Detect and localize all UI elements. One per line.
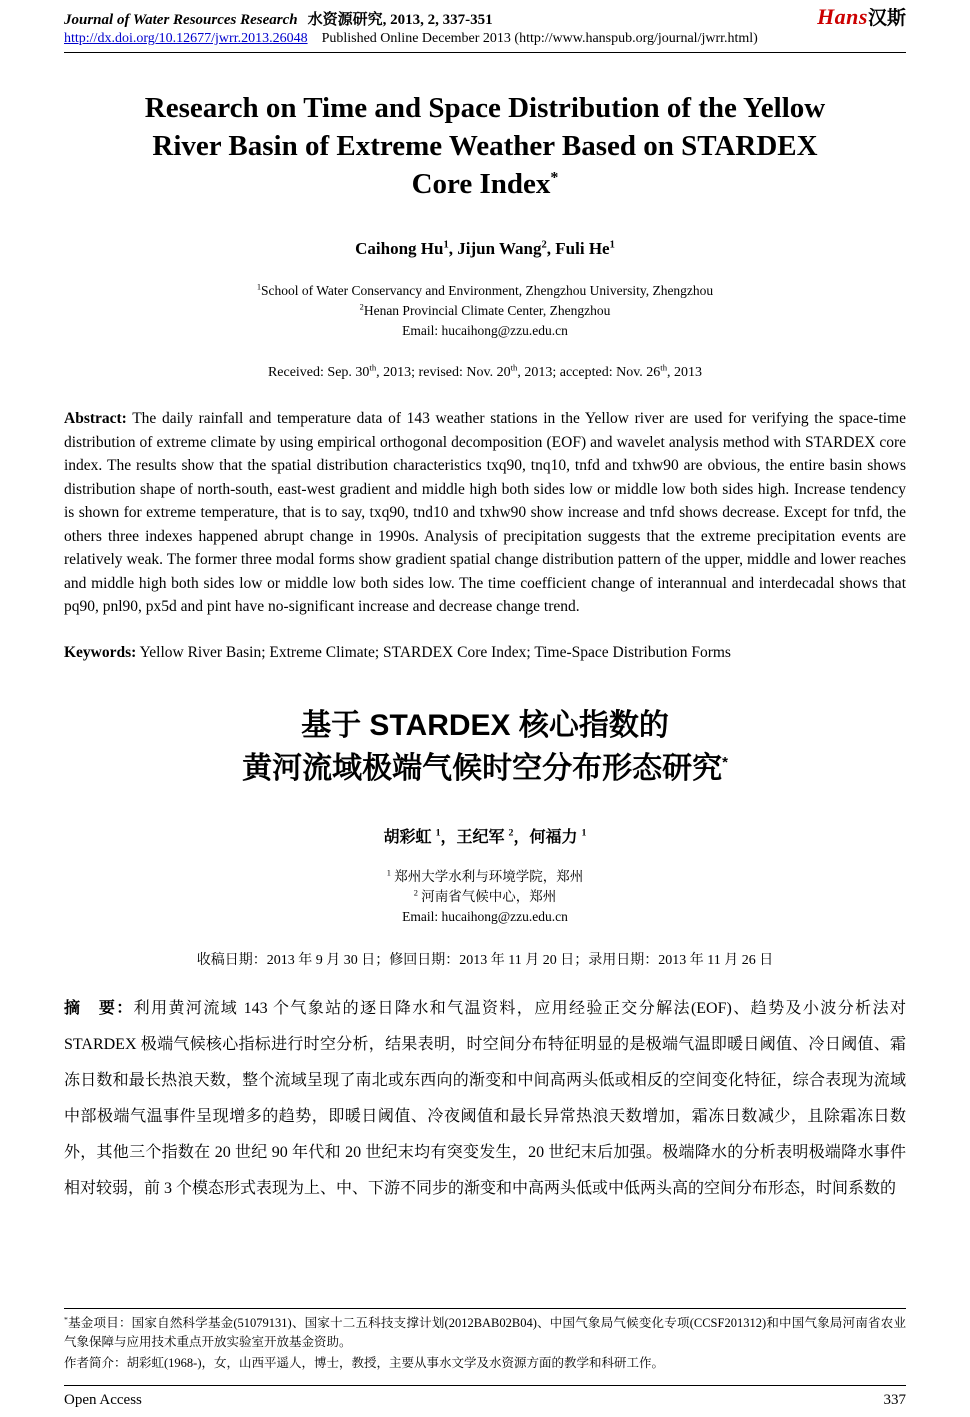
hans-logo	[817, 6, 906, 28]
affiliation-zh-2: $^2$ 河南省气候中心，郑州	[413, 888, 557, 904]
page-number: 337	[883, 1392, 906, 1408]
open-access-label: Open Access	[64, 1392, 142, 1408]
affiliations-zh	[64, 867, 906, 927]
paper-title-en-line3: Core Index*	[411, 168, 559, 200]
author-bio-note: 作者简介：胡彩虹(1968-)，女，山西平遥人，博士，教授，主要从事水文学及水资源方面的教学和科研工作。	[64, 1356, 664, 1370]
abstract-zh: 摘 要：利用黄河流域 143 个气象站的逐日降水和气温资料，应用经验正交分解法(EOF)、趋势及小波分析法对 STARDEX 极端气候核心指标进行时空分析，结果表明，时空间分布特征明显的是极端气温即暖日阈值、冷日阈值、霜冻日数和最长热浪天数，整个流域呈现了南北或东西向的渐变和中间高两头低或相反的空间变化特征，综合表现为流域中部极端气温事件呈现增多的趋势，即暖日阈值、冷夜阈值和最长异常热浪天数增加，霜冻日数减少，且除霜冻日数外，其他三个指数在 20 世纪 90 年代和 20 世纪末均有突变发生，20 世纪末后加强。极端降水的分析表明极端降水事件相对较弱，前 3 个模态形式表现为上、中、下游不同步的渐变和中高两头低或中低两头高的空间分布形态，时间系数的	[64, 999, 906, 1197]
paper-title-en-line1: Research on Time and Space Distribution of the Yellow	[144, 92, 826, 124]
paper-title-en	[64, 89, 906, 203]
authors-en: Caihong Hu$^1$, Jijun Wang$^2$, Fuli He$^1$	[355, 239, 615, 258]
journal-title-line	[64, 8, 493, 29]
header-rule	[64, 52, 906, 53]
doi-link[interactable]: http://dx.doi.org/10.12677/jwrr.2013.26048	[64, 31, 308, 46]
journal-name-en: Journal of Water Resources Research	[64, 12, 298, 28]
doi-line	[64, 31, 906, 47]
affiliation-en-2: $^2$Henan Provincial Climate Center, Zhengzhou	[359, 302, 611, 318]
footnote-area	[64, 1308, 906, 1373]
paper-title-en-line2: River Basin of Extreme Weather Based on STARDEX	[152, 130, 818, 162]
affiliation-en-1: $^1$School of Water Conservancy and Environment, Zhengzhou University, Zhengzhou	[256, 282, 714, 298]
abstract-en: Abstract: The daily rainfall and temperature data of 143 weather stations in the Yellow river are used for verifying the space-time distribution of extreme climate by using empirical orthogonal decomposition (EOF) and wavelet analysis method with STARDEX core index. The results show that the spatial distribution characteristics txq90, tnq10, tnfd and txhw90 are obvious, the entire basin shows distribution shape of north-south, east-west gradient and middle high both sides low or middle low both sides high. Increase tendency is shown for extreme temperature, that is to say, txq90, tnd10 and txhw90 show increase and tnfd shows decrease. Except for tnfd, the others three indexes happened abrupt change in 1990s. Analysis of precipitation suggests that the extreme precipitation events are relatively weak. The former three modal forms show gradient spatial change distribution pattern of the upper, middle and lower reaches and middle high both sides low or middle low both sides low. The time coefficient change of interannual and interdecadal shows that pq90, pnl90, px5d and pint have no-significant increase and decrease change trend.	[64, 410, 906, 615]
funding-note: *基金项目：国家自然科学基金(51079131)、国家十二五科技支撑计划(2012BAB02B04)、中国气象局气候变化专项(CCSF201312)和中国气象局河南省农业气象保障与应用技术重点开放实验室开放基金资助。	[64, 1314, 906, 1349]
hans-logo-latin: Hans	[817, 4, 868, 29]
email-line-zh: Email: hucaihong@zzu.edu.cn	[402, 908, 568, 924]
page-footer	[64, 1385, 906, 1409]
affiliations-en	[64, 281, 906, 341]
paper-title-zh-line2: 黄河流域极端气候时空分布形态研究*	[242, 751, 728, 785]
journal-name-zh: 水资源研究, 2013, 2, 337-351	[307, 12, 493, 28]
hans-logo-cjk: 汉斯	[867, 8, 906, 29]
received-dates-en: Received: Sep. 30th, 2013; revised: Nov. 20th, 2013; accepted: Nov. 26th, 2013	[267, 362, 703, 380]
received-dates-zh: 收稿日期：2013 年 9 月 30 日；修回日期：2013 年 11 月 20 日；录用日期：2013 年 11 月 26 日	[196, 952, 774, 968]
affiliation-zh-1: $^1$ 郑州大学水利与环境学院，郑州	[386, 868, 584, 884]
email-line-en: Email: hucaihong@zzu.edu.cn	[402, 323, 568, 338]
authors-zh: 胡彩虹 $^1$，王纪军 $^2$，何福力 $^1$	[383, 827, 587, 846]
paper-title-zh-line1: 基于 STARDEX 核心指数的	[301, 708, 669, 742]
journal-header	[64, 4, 906, 29]
keywords-en: Keywords: Yellow River Basin; Extreme Climate; STARDEX Core Index; Time-Space Distribution Forms	[64, 643, 731, 661]
paper-title-zh	[64, 704, 906, 790]
published-info: Published Online December 2013 (http://www.hanspub.org/journal/jwrr.html)	[321, 31, 758, 46]
